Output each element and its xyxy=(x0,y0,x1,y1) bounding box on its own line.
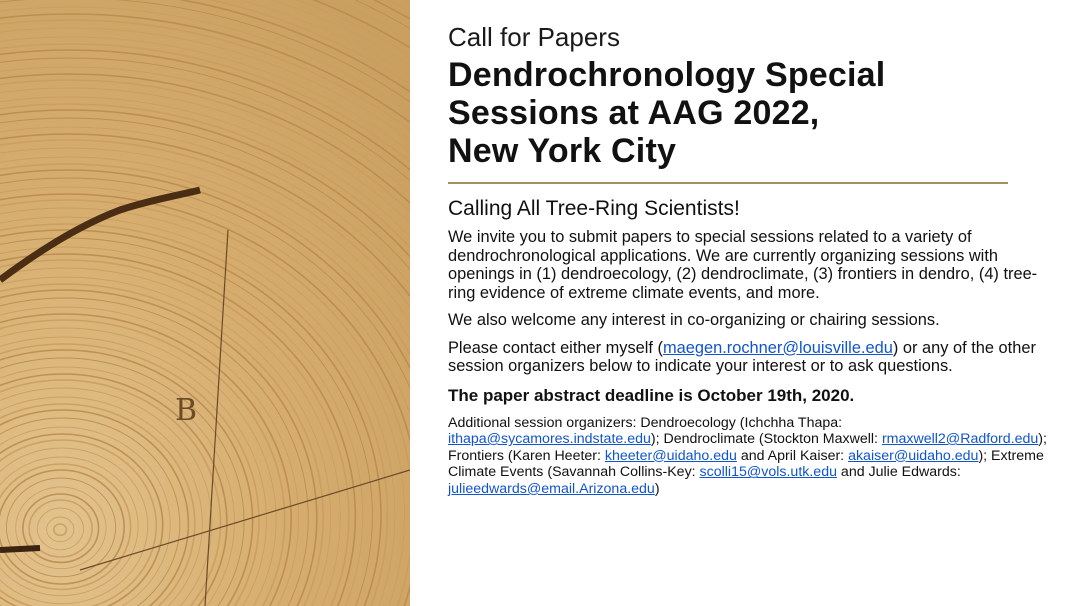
call-for-papers-panel xyxy=(448,20,1048,497)
kicker: Call for Papers xyxy=(448,22,620,52)
co-organize-paragraph: We also welcome any interest in co-organizing or chairing sessions. xyxy=(448,311,940,329)
title-line-2: Sessions at AAG 2022, xyxy=(448,94,820,132)
email-link-edwards[interactable]: julieedwards@email.Arizona.edu xyxy=(448,480,655,497)
contact-email-link[interactable]: maegen.rochner@louisville.edu xyxy=(663,338,893,357)
page-title xyxy=(448,56,1048,170)
tree-ring-photo xyxy=(0,0,410,606)
divider xyxy=(448,182,1008,184)
email-link-maxwell[interactable]: rmaxwell2@Radford.edu xyxy=(881,431,1039,448)
email-link-heeter[interactable]: kheeter@uidaho.edu xyxy=(604,447,737,464)
deadline-notice: The paper abstract deadline is October 19th, 2020. xyxy=(448,385,855,405)
organizers-paragraph: Additional session organizers: Dendroecology (Ichchha Thapa: ithapa@sycamores.indstate.edu); Dendroclimate (Stockton Maxwell: rmaxwell2@Radford.edu); Frontiers (Karen Heeter: kheeter@uidaho.edu and April Kaiser: akaiser@uidaho.edu); Extreme Climate Events (Savannah Collins-Key: scolli15@vols.utk.edu and Julie Edwards: julieedwards@email.Arizona.edu) xyxy=(448,414,1047,497)
contact-paragraph: Please contact either myself (maegen.rochner@louisville.edu) or any of the other session organizers below to indicate your interest or to ask questions. xyxy=(448,338,1036,375)
title-line-3: New York City xyxy=(448,132,677,170)
intro-paragraph: We invite you to submit papers to special sessions related to a variety of dendrochronological applications. We are currently organizing sessions with openings in (1) dendroecology, (2) dendroclimate, (3) frontiers in dendro, (4) tree-ring evidence of extreme climate events, and more. xyxy=(448,228,1038,302)
tree-ring-image xyxy=(0,0,410,606)
email-link-thapa[interactable]: ithapa@sycamores.indstate.edu xyxy=(448,431,651,448)
email-link-kaiser[interactable]: akaiser@uidaho.edu xyxy=(848,447,979,464)
subheading: Calling All Tree-Ring Scientists! xyxy=(448,197,740,220)
email-link-collins-key[interactable]: scolli15@vols.utk.edu xyxy=(699,464,837,481)
carved-letter: B xyxy=(175,393,198,428)
title-line-1: Dendrochronology Special xyxy=(448,56,886,94)
